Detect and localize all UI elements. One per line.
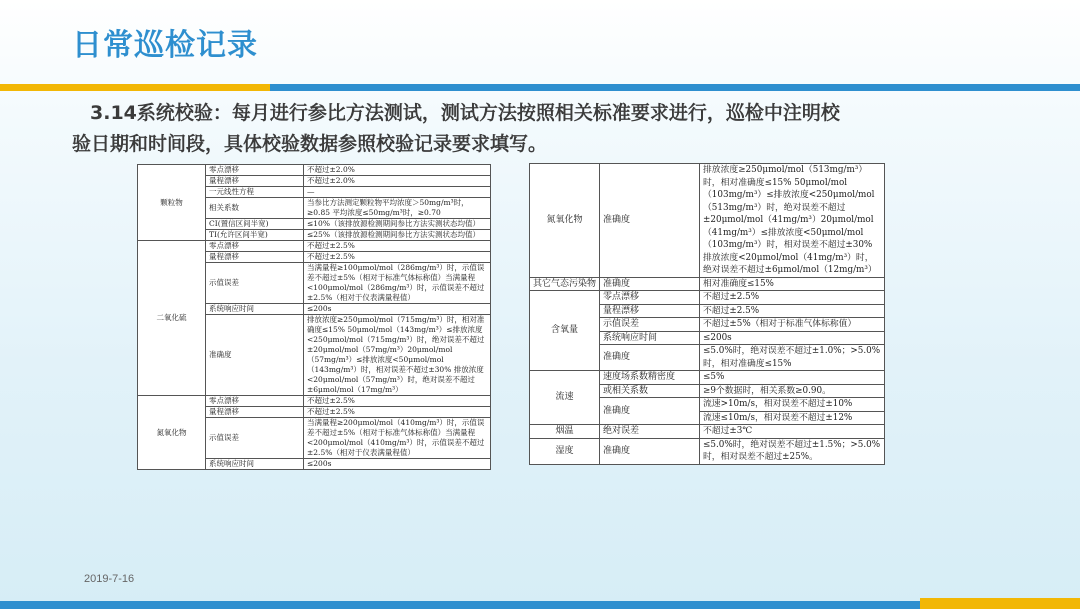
- item-cell: 准确度: [600, 398, 700, 425]
- intro-line-1: 3.14系统校验：每月进行参比方法测试，测试方法按照相关标准要求进行，巡检中注明校: [90, 102, 840, 124]
- left-spec-table: [137, 164, 491, 470]
- item-cell: 系统响应时间: [600, 331, 700, 345]
- value-cell: 排放浓度≥250μmol/mol（715mg/m³）时，相对准确度≤15% 50μmol/mol（143mg/m³）≤排放浓度<250μmol/mol（715mg/m³）时，绝对误差不超过±20μmol/mol（57mg/m³）20μmol/mol（57mg/m³）≤排放浓度<50μmol/mol（143mg/m³）时，相对误差不超过±30% 排放浓度<20μmol/mol（57mg/m³）时，绝对误差不超过±6μmol/mol（17mg/m³）: [304, 315, 491, 396]
- category-cell: 其它气态污染物: [530, 277, 600, 291]
- item-cell: 相关系数: [206, 198, 304, 219]
- value-cell: 不超过±2.0%: [304, 165, 491, 176]
- value-cell: ≤10%（该排放源检测期间参比方法实测状态均值）: [304, 219, 491, 230]
- value-cell: 不超过±2.5%: [304, 407, 491, 418]
- item-cell: 零点漂移: [600, 291, 700, 305]
- header-accent-gold: [0, 84, 270, 91]
- item-cell: 准确度: [600, 164, 700, 278]
- intro-paragraph: [72, 98, 1012, 160]
- item-cell: 量程漂移: [206, 407, 304, 418]
- right-spec-table: [529, 163, 885, 465]
- item-cell: 零点漂移: [206, 241, 304, 252]
- category-cell: 烟温: [530, 425, 600, 439]
- item-cell: 系统响应时间: [206, 304, 304, 315]
- item-cell: 量程漂移: [206, 252, 304, 263]
- value-cell: 不超过±2.5%: [700, 291, 885, 305]
- item-cell: 量程漂移: [206, 176, 304, 187]
- table-row: [530, 164, 885, 278]
- value-cell: 当满量程≥200μmol/mol（410mg/m³）时，示值误差不超过±5%（相对于标准气体标称值）当满量程<200μmol/mol（410mg/m³）时，示值误差不超过±2.5%（相对于仪表满量程值）: [304, 418, 491, 459]
- footer-accent-blue: [0, 601, 920, 609]
- value-cell: ≤200s: [700, 331, 885, 345]
- header-accent-blue: [270, 84, 1080, 91]
- table-row: [138, 396, 491, 407]
- value-cell: 不超过±2.5%: [700, 304, 885, 318]
- item-cell: 零点漂移: [206, 396, 304, 407]
- item-cell: TI(允许区间半宽): [206, 230, 304, 241]
- item-cell: CI(置信区间半宽): [206, 219, 304, 230]
- value-cell: 相对准确度≤15%: [700, 277, 885, 291]
- value-cell: 流速>10m/s，相对误差不超过±10%: [700, 398, 885, 412]
- value-cell: —: [304, 187, 491, 198]
- slide-title: 日常巡检记录: [72, 28, 258, 63]
- table-row: [530, 371, 885, 385]
- value-cell: 流速≤10m/s，相对误差不超过±12%: [700, 411, 885, 425]
- category-cell: 二氧化硫: [138, 241, 206, 396]
- table-row: [530, 425, 885, 439]
- table-row: [138, 241, 491, 252]
- value-cell: 不超过±2.5%: [304, 396, 491, 407]
- footer-accent-gold: [920, 598, 1080, 609]
- value-cell: 不超过±2.5%: [304, 241, 491, 252]
- item-cell: 绝对误差: [600, 425, 700, 439]
- category-cell: 氮氧化物: [530, 164, 600, 278]
- value-cell: ≤5%: [700, 371, 885, 385]
- item-cell: 系统响应时间: [206, 459, 304, 470]
- item-cell: 零点漂移: [206, 165, 304, 176]
- item-cell: 示值误差: [600, 318, 700, 332]
- category-cell: 颗粒物: [138, 165, 206, 241]
- item-cell: 或相关系数: [600, 384, 700, 398]
- item-cell: 准确度: [600, 438, 700, 464]
- value-cell: ≤5.0%时，绝对误差不超过±1.5%；>5.0%时，相对误差不超过±25%。: [700, 438, 885, 464]
- item-cell: 一元线性方程: [206, 187, 304, 198]
- value-cell: 不超过±3℃: [700, 425, 885, 439]
- item-cell: 量程漂移: [600, 304, 700, 318]
- item-cell: 准确度: [206, 315, 304, 396]
- value-cell: ≤200s: [304, 304, 491, 315]
- table-row: [530, 438, 885, 464]
- intro-line-2: 验日期和时间段，具体校验数据参照校验记录要求填写。: [72, 133, 548, 155]
- item-cell: 准确度: [600, 345, 700, 371]
- table-row: [530, 291, 885, 305]
- value-cell: 不超过±2.0%: [304, 176, 491, 187]
- item-cell: 示值误差: [206, 263, 304, 304]
- value-cell: 当参比方法测定颗粒物平均浓度＞50mg/m³时，≥0.85 平均浓度≤50mg/m³时，≥0.70: [304, 198, 491, 219]
- item-cell: 速度场系数精密度: [600, 371, 700, 385]
- category-cell: 含氧量: [530, 291, 600, 371]
- value-cell: 不超过±5%（相对于标准气体标称值）: [700, 318, 885, 332]
- item-cell: 准确度: [600, 277, 700, 291]
- value-cell: ≥9个数据时，相关系数≥0.90。: [700, 384, 885, 398]
- category-cell: 流速: [530, 371, 600, 425]
- value-cell: 当满量程≥100μmol/mol（286mg/m³）时，示值误差不超过±5%（相对于标准气体标称值）当满量程<100μmol/mol（286mg/m³）时，示值误差不超过±2.5%（相对于仪表满量程值）: [304, 263, 491, 304]
- category-cell: 氮氧化物: [138, 396, 206, 470]
- table-row: [138, 165, 491, 176]
- slide-date: 2019-7-16: [84, 573, 135, 585]
- table-row: [530, 277, 885, 291]
- value-cell: 不超过±2.5%: [304, 252, 491, 263]
- value-cell: ≤5.0%时，绝对误差不超过±1.0%；>5.0%时，相对准确度≤15%: [700, 345, 885, 371]
- item-cell: 示值误差: [206, 418, 304, 459]
- value-cell: 排放浓度≥250μmol/mol（513mg/m³）时，相对准确度≤15% 50μmol/mol（103mg/m³）≤排放浓度<250μmol/mol（513mg/m³）时，绝对误差不超过±20μmol/mol（41mg/m³）20μmol/mol（41mg/m³）≤排放浓度<50μmol/mol（103mg/m³）时，相对误差不超过±30% 排放浓度<20μmol/mol（41mg/m³）时，绝对误差不超过±6μmol/mol（12mg/m³）: [700, 164, 885, 278]
- value-cell: ≤200s: [304, 459, 491, 470]
- category-cell: 湿度: [530, 438, 600, 464]
- value-cell: ≤25%（该排放源检测期间参比方法实测状态均值）: [304, 230, 491, 241]
